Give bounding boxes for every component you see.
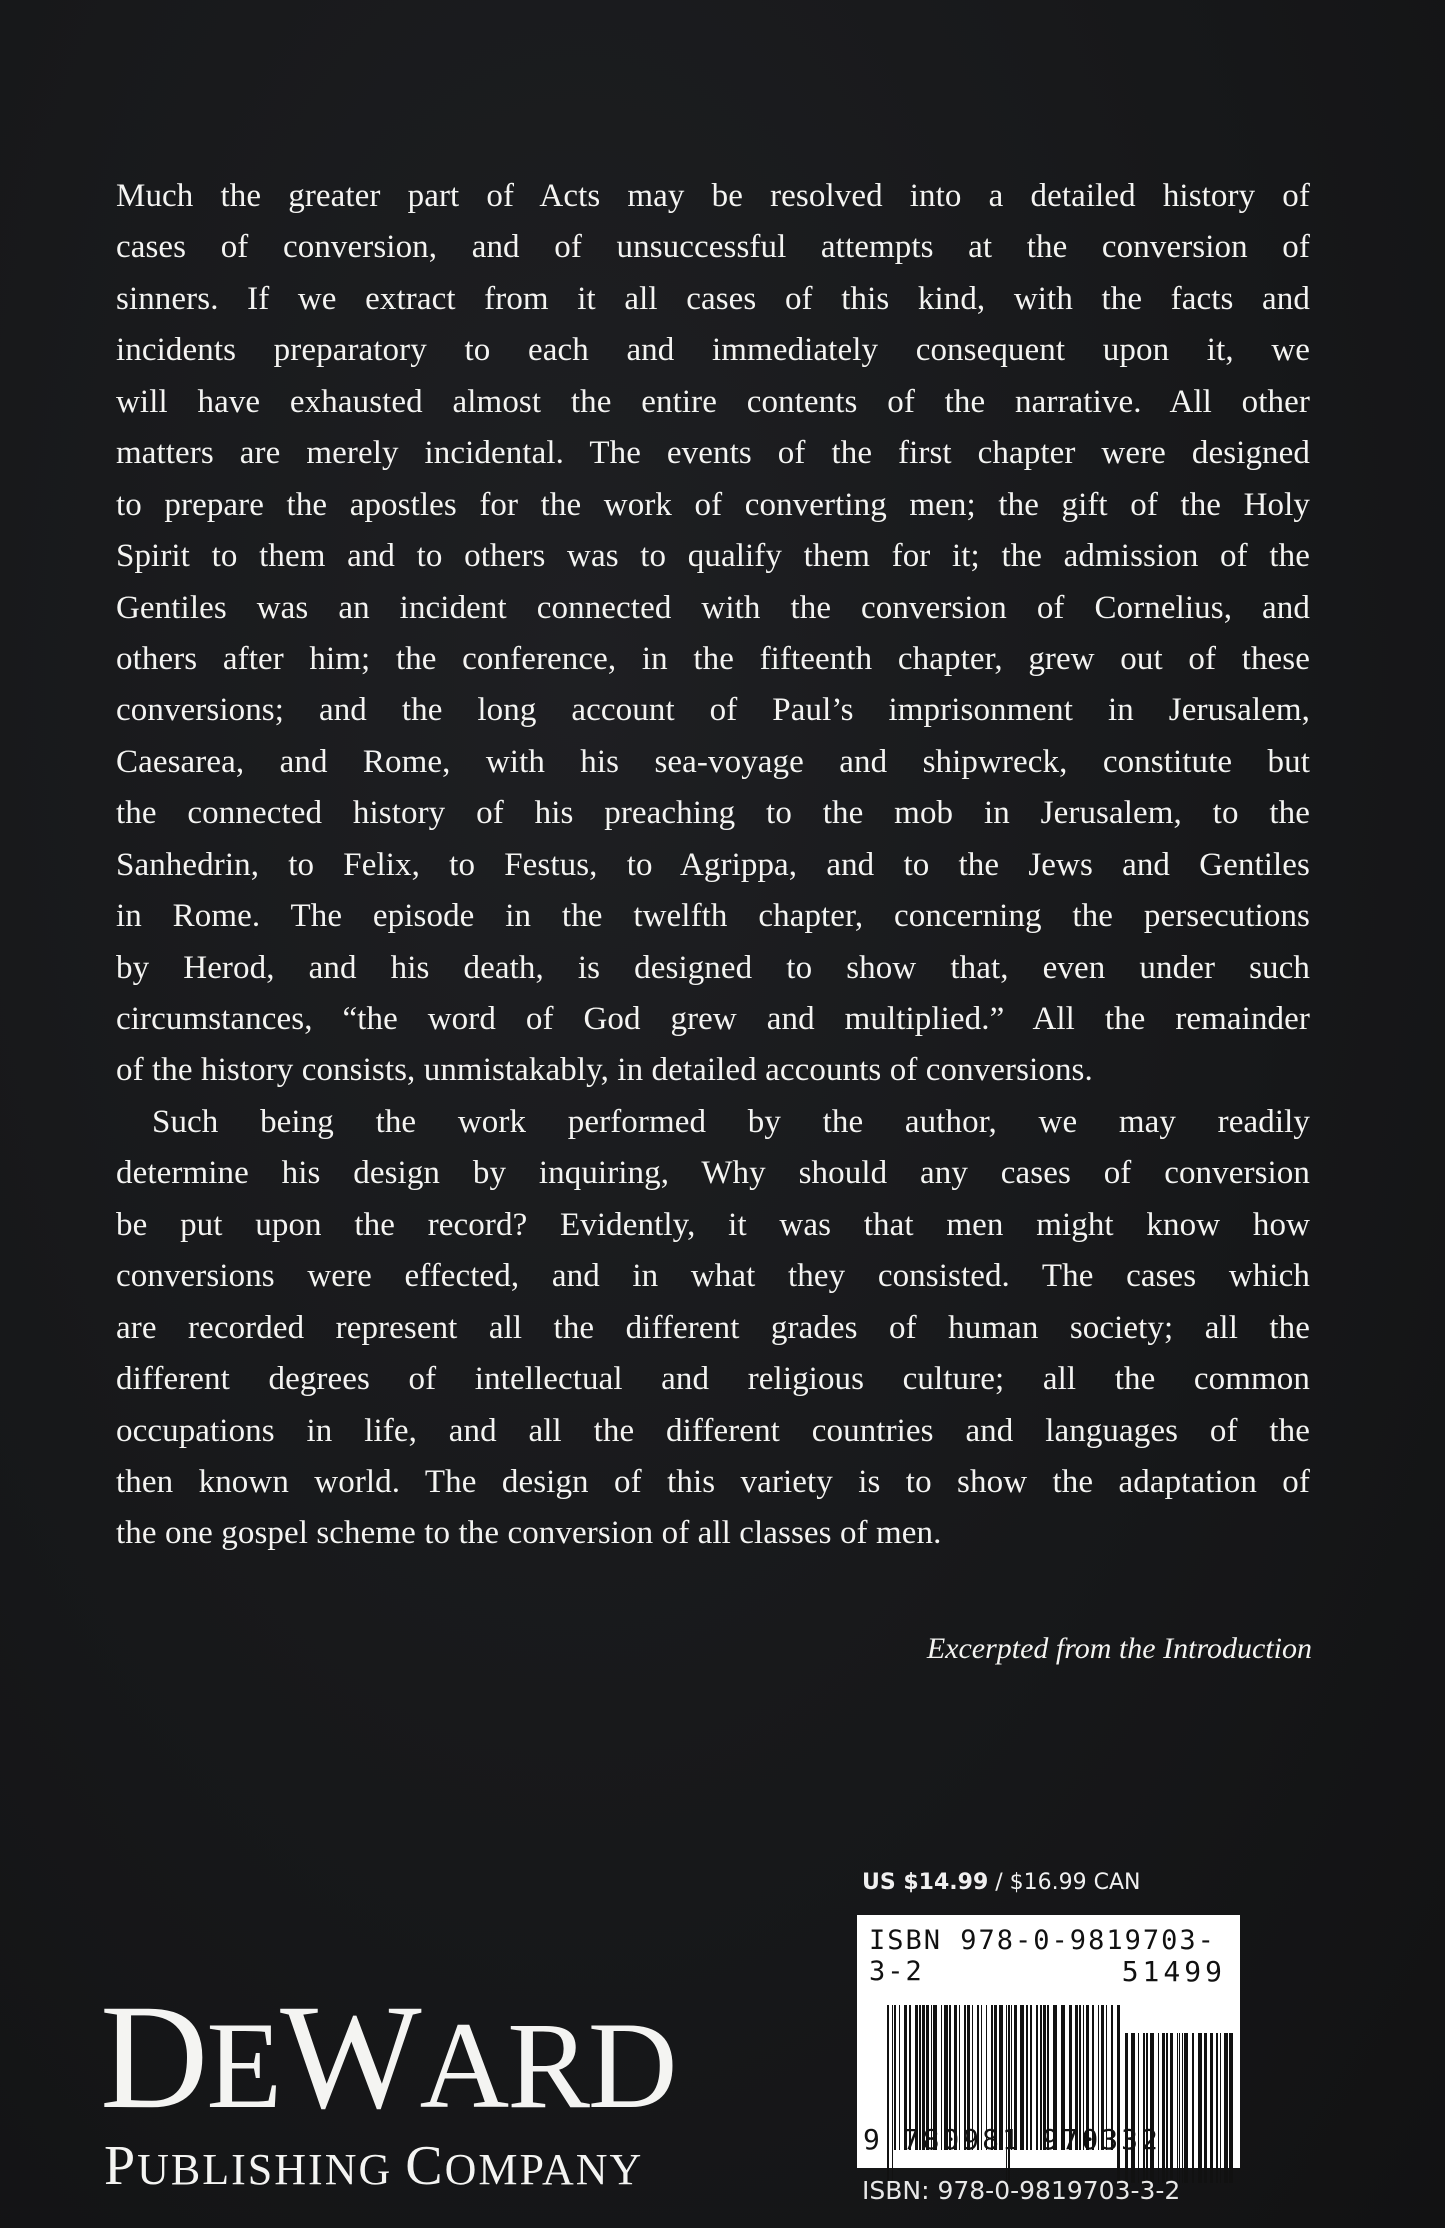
excerpt-line: then known world. The design of this variety is to show the adaptation of — [116, 1463, 1310, 1500]
excerpt-line: Sanhedrin, to Felix, to Festus, to Agrippa, and to the Jews and Gentiles — [116, 846, 1310, 883]
publisher-subtitle — [104, 2134, 675, 2198]
barcode-bar — [1143, 2033, 1145, 2183]
ean-barcode-bars — [887, 2005, 1122, 2185]
excerpt-line: the connected history of his preaching to the mob in Jerusalem, to the — [116, 795, 1310, 832]
barcode-bar — [892, 2005, 893, 2185]
excerpt-line: occupations in life, and all the different countries and languages of the — [116, 1412, 1310, 1449]
excerpt-line: determine his design by inquiring, Why should any cases of conversion — [116, 1155, 1310, 1192]
excerpt-line: in Rome. The episode in the twelfth chapter, concerning the persecutions — [116, 898, 1310, 935]
excerpt-line: Much the greater part of Acts may be resolved into a detailed history of — [116, 178, 1310, 214]
barcode-bar — [1182, 2033, 1183, 2183]
barcode-bar — [1192, 2033, 1194, 2183]
barcode-bar — [1008, 2005, 1010, 2185]
excerpt-line: be put upon the record? Evidently, it was that men might know how — [116, 1206, 1310, 1243]
us-price: US $14.99 — [862, 1870, 989, 1895]
price-barcode-bars — [1125, 2033, 1233, 2183]
barcode-bar — [1204, 2033, 1207, 2183]
barcode-ean-number: 9 780981 970332 — [863, 2123, 1161, 2156]
price-separator: / — [988, 1870, 1010, 1895]
barcode-bar — [1224, 2033, 1228, 2183]
excerpt-line: different degrees of intellectual and religious culture; all the common — [116, 1361, 1310, 1398]
excerpt-line: cases of conversion, and of unsuccessful attempts at the conversion of — [116, 229, 1310, 266]
barcode-bar — [1210, 2033, 1213, 2183]
barcode-bar — [1117, 2005, 1120, 2185]
price-label — [862, 1870, 1141, 1895]
barcode-price-code: 51499 — [1121, 1955, 1226, 1988]
excerpt-line: by Herod, and his death, is designed to show that, even under such — [116, 949, 1310, 986]
excerpt-line: Gentiles was an incident connected with the conversion of Cornelius, and — [116, 589, 1310, 626]
excerpt-line: circumstances, “the word of God grew and multiplied.” All the remainder — [116, 1001, 1310, 1037]
excerpt-text — [116, 171, 1310, 1560]
excerpt-line: conversions; and the long account of Paul’s imprisonment in Jerusalem, — [116, 692, 1310, 729]
excerpt-line: are recorded represent all the different grades of human society; all the — [116, 1309, 1310, 1346]
barcode-bar — [1006, 2005, 1007, 2185]
excerpt-line: others after him; the conference, in the fifteenth chapter, grew out of these — [116, 640, 1310, 677]
barcode-bar — [1138, 2033, 1139, 2183]
excerpt-line: Caesarea, and Rome, with his sea-voyage and shipwreck, constitute but — [116, 743, 1310, 780]
logo-letter: W — [280, 1974, 420, 2140]
barcode-bar — [1179, 2033, 1180, 2183]
barcode-bar — [1184, 2033, 1188, 2183]
excerpt-line: the one gospel scheme to the conversion of all classes of men. — [116, 1515, 942, 1552]
barcode-bar — [1229, 2033, 1233, 2183]
logo-letter: E — [206, 1997, 281, 2134]
barcode-bar — [887, 2005, 889, 2185]
excerpt-line: to prepare the apostles for the work of converting men; the gift of the Holy — [116, 486, 1310, 523]
can-price: $16.99 CAN — [1009, 1870, 1141, 1895]
barcode-bar — [1170, 2033, 1173, 2183]
excerpt-line: conversions were effected, and in what they consisted. The cases which — [116, 1258, 1310, 1295]
excerpt-line: incidents preparatory to each and immediately consequent upon it, we — [116, 332, 1310, 369]
barcode-bar — [1125, 2033, 1128, 2183]
barcode-bar — [1146, 2033, 1148, 2183]
publisher-logo — [100, 1974, 676, 2198]
excerpt-line: Spirit to them and to others was to qualify them for it; the admission of the — [116, 538, 1310, 575]
barcode-bar — [1198, 2033, 1202, 2183]
barcode-bar — [1150, 2033, 1154, 2183]
excerpt-line: Such being the work performed by the author, we may readily — [152, 1103, 1310, 1140]
subtitle-letters: UBLISHING — [137, 2145, 406, 2194]
barcode-bar — [1158, 2033, 1159, 2183]
barcode-bar — [1220, 2033, 1221, 2183]
isbn-barcode — [857, 1915, 1240, 2168]
publisher-name — [100, 1974, 676, 2140]
barcode-bar — [1216, 2033, 1218, 2183]
excerpt-attribution: Excerpted from the Introduction — [926, 1632, 1312, 1665]
logo-letters: ARD — [419, 1997, 676, 2134]
excerpt-line: will have exhausted almost the entire contents of the narrative. All other — [116, 383, 1310, 420]
excerpt-line: of the history consists, unmistakably, in detailed accounts of conversions. — [116, 1052, 1093, 1089]
excerpt-line: sinners. If we extract from it all cases of this kind, with the facts and — [116, 280, 1310, 317]
barcode-isbn-label: ISBN 978-0-9819703-3-2 — [869, 1925, 1216, 1987]
logo-letter: D — [100, 1974, 207, 2140]
subtitle-letter: C — [405, 2135, 445, 2197]
barcode-bar — [1162, 2033, 1165, 2183]
excerpt-line: matters are merely incidental. The events of the first chapter were designed — [116, 435, 1310, 472]
subtitle-letter: P — [104, 2135, 138, 2197]
barcode-bar — [1131, 2033, 1135, 2183]
barcode-bar — [1166, 2033, 1168, 2183]
isbn-text: ISBN: 978-0-9819703-3-2 — [862, 2176, 1181, 2205]
barcode-bar — [1177, 2033, 1178, 2183]
subtitle-letters: OMPANY — [444, 2145, 644, 2194]
